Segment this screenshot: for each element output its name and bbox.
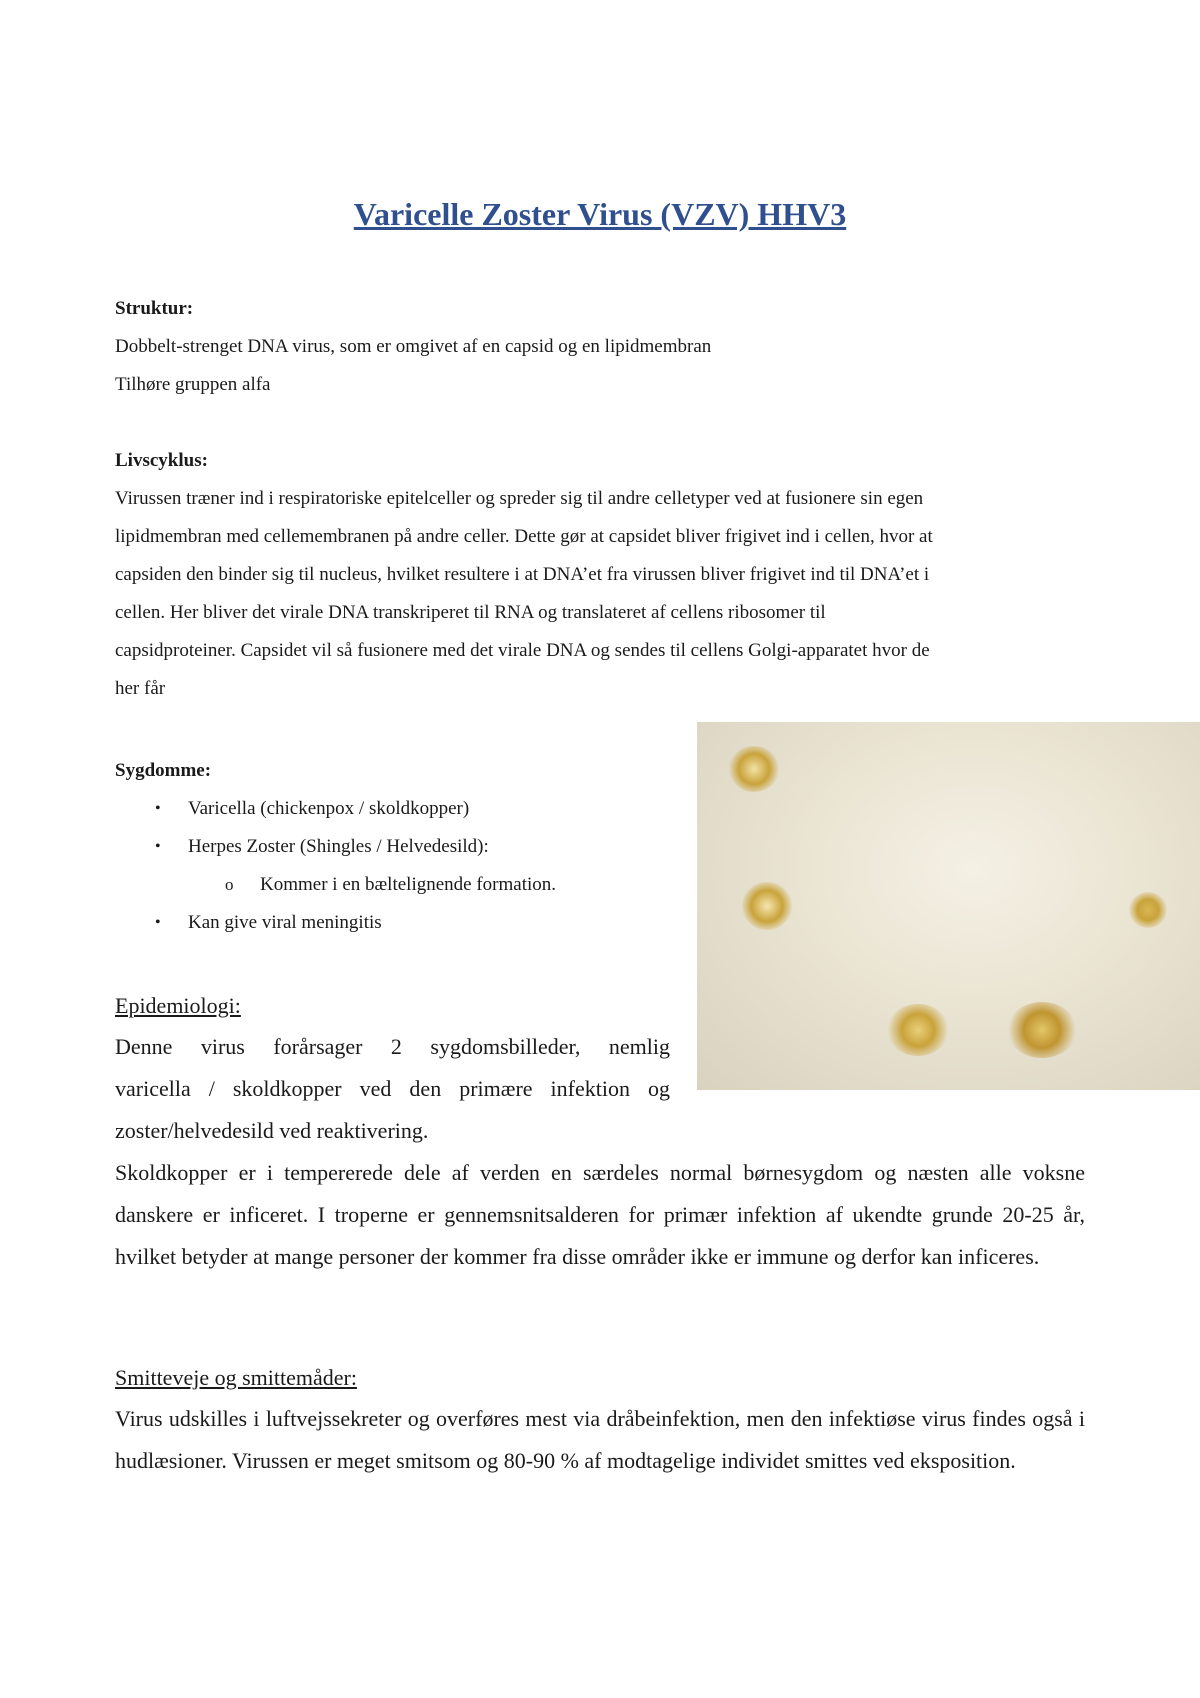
epidemiologi-narrow-text: Denne virus forårsager 2 sygdomsbilleder, nemlig varicella / skoldkopper ved den primære infektion og zoster/helvedesild ved reaktivering. bbox=[115, 1034, 670, 1143]
circle-bullet-icon: o bbox=[225, 875, 234, 894]
epidemiologi-paragraph: Skoldkopper er i tempererede dele af verden en særdeles normal børnesygdom og næsten alle voksne danskere er inficeret. I troperne er gennemsnitsalderen for primær infektion af ukendte grunde 20-25 år, hvilket betyder at mange personer der kommer fra disse områder ikke er immune og derfor kan inficeres. bbox=[115, 1160, 1085, 1269]
list-item: • Herpes Zoster (Shingles / Helvedesild): bbox=[115, 828, 675, 866]
livscyklus-line: cellen. Her bliver det virale DNA transkriperet til RNA og translateret af cellens ribosomer til bbox=[115, 602, 826, 623]
page-title: Varicelle Zoster Virus (VZV) HHV3 bbox=[353, 196, 847, 232]
section-struktur bbox=[115, 296, 1085, 404]
section-livscyklus bbox=[115, 448, 1085, 708]
struktur-heading: Struktur: bbox=[115, 298, 194, 319]
livscyklus-line: Virussen træner ind i respiratoriske epitelceller og spreder sig til andre celletyper ved at fusionere sin egen bbox=[115, 488, 924, 509]
livscyklus-line: capsiden den binder sig til nucleus, hvilket resultere i at DNA’et fra virussen bliver frigivet ind til DNA’et i bbox=[115, 564, 930, 585]
bullet-icon: • bbox=[155, 914, 161, 931]
smitte-heading: Smitteveje og smittemåder: bbox=[115, 1365, 357, 1390]
sygdomme-list bbox=[115, 790, 675, 942]
livscyklus-heading: Livscyklus: bbox=[115, 450, 208, 471]
list-subitem: o Kommer i en bæltelignende formation. bbox=[115, 866, 675, 904]
smitte-paragraph: Virus udskilles i luftvejssekreter og overføres mest via dråbeinfektion, men den infektiøse virus findes også i hudlæsioner. Virussen er meget smitsom og 80-90 % af modtagelige individet smittes ved eksposition. bbox=[115, 1406, 1085, 1473]
bullet-icon: • bbox=[155, 838, 161, 855]
section-sygdomme bbox=[115, 758, 675, 942]
section-epidemiologi bbox=[115, 990, 1085, 1278]
struktur-line: Tilhøre gruppen alfa bbox=[115, 374, 271, 395]
sygdomme-heading: Sygdomme: bbox=[115, 760, 212, 781]
livscyklus-line: her får bbox=[115, 678, 166, 699]
livscyklus-line: capsidproteiner. Capsidet vil så fusionere med det virale DNA og sendes til cellens Golgi-apparatet hvor de bbox=[115, 640, 930, 661]
struktur-line: Dobbelt-strenget DNA virus, som er omgivet af en capsid og en lipidmembran bbox=[115, 336, 712, 357]
section-smitte bbox=[115, 1362, 1085, 1482]
list-item: • Kan give viral meningitis bbox=[115, 904, 675, 942]
livscyklus-line: lipidmembran med cellemembranen på andre celler. Dette gør at capsidet bliver frigivet ind i cellen, hvor at bbox=[115, 526, 933, 547]
epidemiologi-heading: Epidemiologi: bbox=[115, 993, 241, 1018]
bullet-icon: • bbox=[155, 800, 161, 817]
list-item: • Varicella (chickenpox / skoldkopper) bbox=[115, 790, 675, 828]
